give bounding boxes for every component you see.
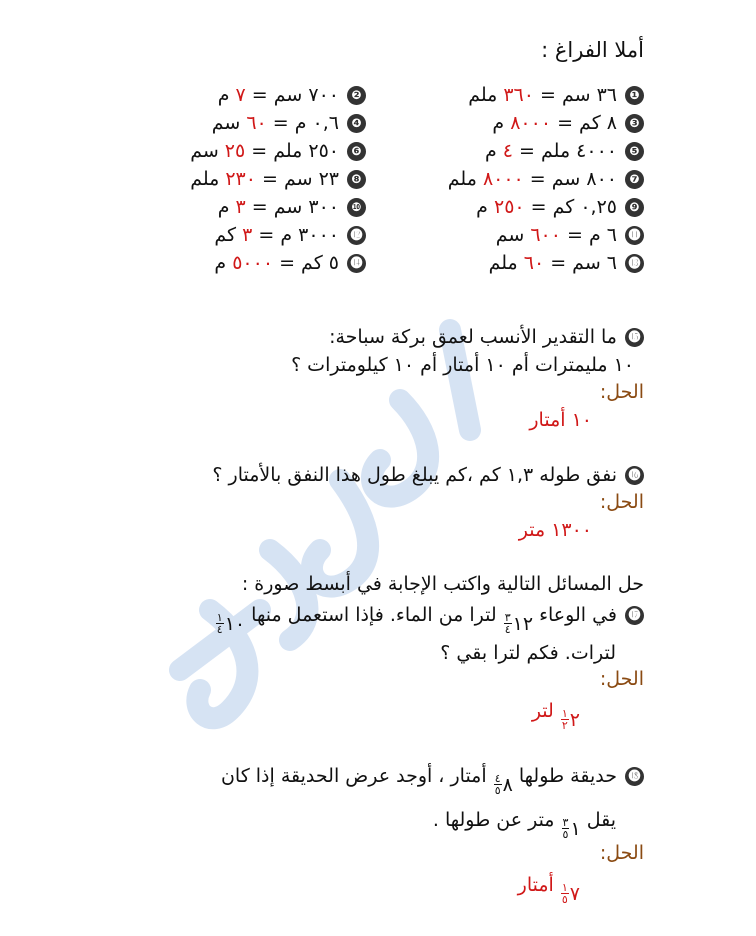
- conversion-item: [136, 168, 366, 196]
- conversion-item: [344, 84, 644, 112]
- question-number-badge: ❾: [625, 198, 644, 217]
- question-16-answer: ١٣٠٠ متر: [518, 519, 592, 541]
- question-16: [212, 464, 644, 486]
- question-17-line-2: لترات. فكم لترا بقي ؟: [440, 642, 616, 664]
- conversion-answer: ٥٠٠٠: [232, 252, 274, 274]
- conversion-answer: ٣: [235, 196, 246, 218]
- section-heading: حل المسائل التالية واكتب الإجابة في أبسط صورة :: [241, 573, 644, 595]
- question-number-badge: ❼: [625, 170, 644, 189]
- conversion-answer: ٨٠٠٠: [482, 168, 524, 190]
- conversion-item: [344, 168, 644, 196]
- conversion-item: [344, 224, 644, 252]
- conversion-given: ٣٦ سم =: [533, 84, 617, 106]
- conversion-item: [136, 196, 366, 224]
- question-number-badge: ❺: [625, 142, 644, 161]
- conversion-item: [344, 252, 644, 280]
- conversion-given: ٢٣ سم =: [255, 168, 339, 190]
- question-17: [215, 604, 644, 635]
- question-18-line-2: يقل $\frac{٣}{٥}$ ١ متر عن طولها .: [432, 809, 616, 841]
- question-15: [329, 326, 644, 348]
- conversion-unit: م: [217, 196, 236, 218]
- conversion-unit: ملم: [447, 168, 483, 190]
- question-number-badge: ❻: [347, 142, 366, 161]
- conversion-unit: سم: [495, 224, 531, 246]
- conversion-unit: م: [217, 84, 236, 106]
- conversion-unit: سم: [211, 112, 247, 134]
- conversion-answer: ٢٥: [224, 140, 246, 162]
- conversion-unit: ملم: [488, 252, 524, 274]
- conversion-answer: ٣: [242, 224, 253, 246]
- conversion-answer: ٤: [502, 140, 514, 162]
- question-18-text-a: حديقة طولها: [512, 765, 617, 787]
- question-15-text: ما التقدير الأنسب لعمق بركة سباحة:: [329, 326, 617, 348]
- conversion-answer: ٨٠٠٠: [510, 112, 552, 134]
- answer-mixed-fraction: $\frac{١}{٢}$ ٢: [561, 707, 580, 732]
- question-number-badge: ⓮: [347, 254, 366, 273]
- solution-label: الحل:: [599, 668, 644, 690]
- conversion-unit: ملم: [468, 84, 504, 106]
- question-number-badge: ❽: [347, 170, 366, 189]
- conversion-answer: ٧: [235, 84, 246, 106]
- question-number-badge: ⓯: [625, 328, 644, 347]
- answer-mixed-fraction: $\frac{١}{٥}$ ٧: [561, 881, 580, 906]
- conversion-given: ٠,٢٥ كم =: [524, 196, 617, 218]
- conversion-given: ٢٥٠ ملم =: [245, 140, 339, 162]
- conversion-answer: ٦٠٠: [530, 224, 561, 246]
- conversion-item: [136, 224, 366, 252]
- solution-label: الحل:: [599, 842, 644, 864]
- conversion-unit: كم: [214, 224, 243, 246]
- conversion-given: ٨ كم =: [551, 112, 617, 134]
- conversion-answer: ٦٠: [523, 252, 545, 274]
- conversion-given: ٤٠٠٠ ملم =: [513, 140, 617, 162]
- conversion-given: ٣٠٠ سم =: [245, 196, 339, 218]
- conversion-item: [344, 196, 644, 224]
- question-number-badge: ⓫: [625, 226, 644, 245]
- question-number-badge: ❹: [347, 114, 366, 133]
- conversion-given: ٨٠٠ سم =: [523, 168, 617, 190]
- conversion-unit: م: [484, 140, 503, 162]
- question-17-text-b: لترا من الماء. فإذا استعمل منها: [245, 604, 503, 626]
- question-number-badge: ⓭: [625, 254, 644, 273]
- question-15-answer: ١٠ أمتار: [529, 409, 592, 431]
- question-number-badge: ❷: [347, 86, 366, 105]
- mixed-fraction: $\frac{١}{٤}$ ١٠: [216, 611, 246, 636]
- conversion-item: [344, 140, 644, 168]
- mixed-fraction: $\frac{٣}{٥}$ ١: [562, 816, 581, 841]
- solution-label: الحل:: [599, 381, 644, 403]
- exercise-heading: أملا الفراغ :: [541, 38, 644, 62]
- conversion-given: ٦ سم =: [544, 252, 617, 274]
- mixed-fraction: $\frac{٣}{٤}$ ١٢: [504, 611, 534, 636]
- conversion-given: ٥ كم =: [273, 252, 339, 274]
- mixed-fraction: $\frac{٤}{٥}$ ٨: [494, 772, 513, 797]
- conversion-unit: ملم: [190, 168, 226, 190]
- conversion-answer: ٢٣٠: [225, 168, 256, 190]
- question-number-badge: ⓱: [625, 606, 644, 625]
- conversion-given: ٠,٦ م =: [266, 112, 339, 134]
- conversion-given: ٦ م =: [560, 224, 617, 246]
- question-15-options: ١٠ مليمترات أم ١٠ أمتار أم ١٠ كيلومترات ؟: [291, 354, 634, 376]
- conversion-given: ٧٠٠ سم =: [245, 84, 339, 106]
- conversion-answer: ٣٦٠: [503, 84, 534, 106]
- conversion-answer: ٢٥٠: [493, 196, 525, 218]
- conversion-unit: م: [214, 252, 233, 274]
- question-18: [221, 765, 644, 796]
- question-17-answer: $\frac{١}{٢}$ ٢ لتر: [531, 700, 580, 732]
- question-number-badge: ⓬: [347, 226, 366, 245]
- conversion-item: [136, 84, 366, 112]
- question-number-badge: ❸: [625, 114, 644, 133]
- conversion-unit: م: [492, 112, 511, 134]
- conversion-answer: ٦٠: [246, 112, 267, 134]
- conversion-item: [136, 252, 366, 280]
- question-18-text-b: أمتار ، أوجد عرض الحديقة إذا كان: [220, 765, 493, 787]
- question-number-badge: ⓰: [625, 466, 644, 485]
- question-17-text-a: في الوعاء: [533, 604, 617, 626]
- conversion-item: [136, 112, 366, 140]
- question-number-badge: ❿: [347, 198, 366, 217]
- question-number-badge: ❶: [625, 86, 644, 105]
- question-16-text: نفق طوله ١,٣ كم ،كم يبلغ طول هذا النفق بالأمتار ؟: [212, 464, 617, 486]
- question-number-badge: ⓲: [625, 767, 644, 786]
- solution-label: الحل:: [599, 491, 644, 513]
- question-18-answer: $\frac{١}{٥}$ ٧ أمتار: [517, 874, 580, 906]
- conversion-item: [344, 112, 644, 140]
- conversion-given: ٣٠٠٠ م =: [252, 224, 339, 246]
- conversion-unit: سم: [190, 140, 225, 162]
- conversion-unit: م: [476, 196, 494, 218]
- conversion-item: [136, 140, 366, 168]
